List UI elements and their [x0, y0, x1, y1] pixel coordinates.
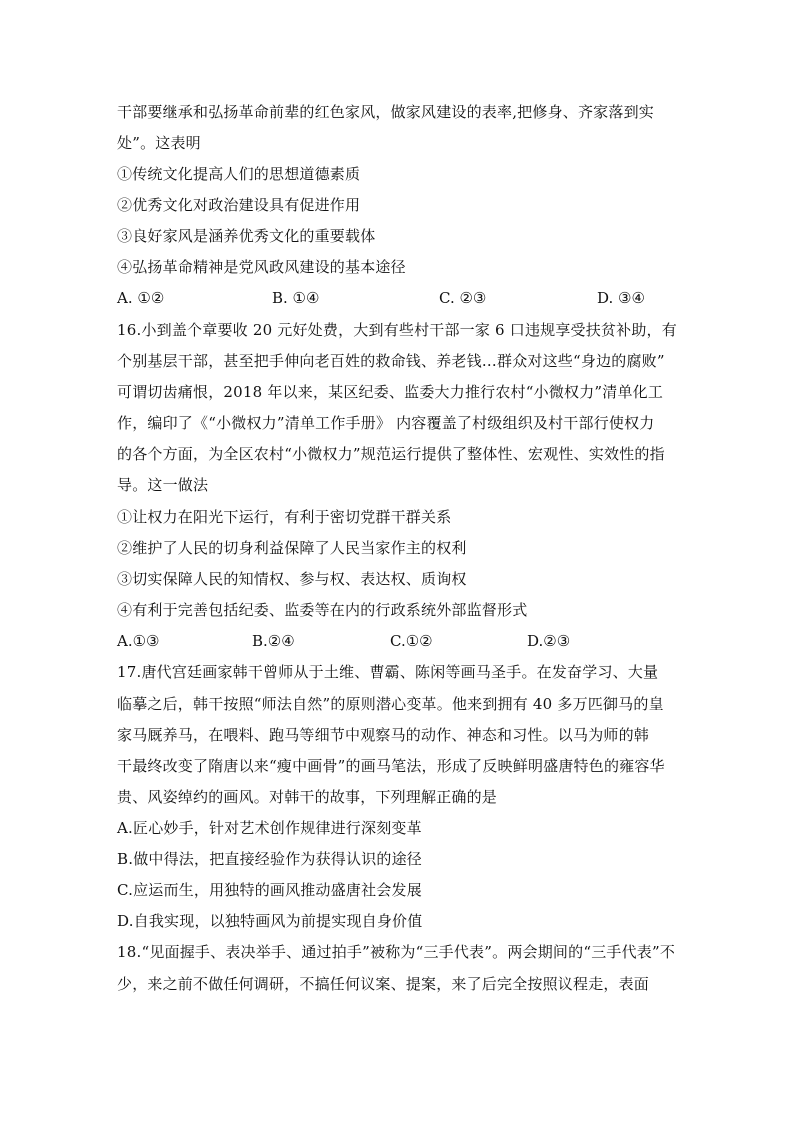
q16-stem-line-1: 16.小到盖个章要收 20 元好处费，大到有些村干部一家 6 口违规享受扶贫补助，有	[117, 321, 677, 339]
q17-choice-c: C.应运而生，用独特的画风推动盛唐社会发展	[117, 881, 422, 899]
q15-option-a: A. ①②	[117, 289, 165, 307]
q16-options	[117, 631, 689, 651]
q15-option-d: D. ③④	[597, 289, 645, 307]
q15-item-1: ①传统文化提高人们的思想道德素质	[117, 165, 361, 183]
q16-item-4: ④有利于完善包括纪委、监委等在内的行政系统外部监督形式	[117, 601, 528, 619]
q16-option-b: B.②④	[252, 632, 295, 650]
q17-stem-line-3: 家马厩养马，在喂料、跑马等细节中观察马的动作、神态和习性。以马为师的韩	[117, 726, 650, 744]
q17-choice-b: B.做中得法，把直接经验作为获得认识的途径	[117, 850, 422, 868]
q17-choice-a: A.匠心妙手，针对艺术创作规律进行深刻变革	[117, 819, 422, 837]
q15-item-3: ③良好家风是涵养优秀文化的重要载体	[117, 227, 376, 245]
q18-stem-line-2: 少，来之前不做任何调研，不搞任何议案、提案，来了后完全按照议程走，表面	[117, 975, 650, 993]
q15-option-b: B. ①④	[272, 289, 320, 307]
q16-item-2: ②维护了人民的切身利益保障了人民当家作主的权利	[117, 539, 467, 557]
q16-stem-line-5: 的各个方面，为全区农村“小微权力”规范运行提供了整体性、宏观性、实效性的指	[117, 445, 665, 463]
q16-item-3: ③切实保障人民的知情权、参与权、表达权、质询权	[117, 570, 467, 588]
q17-stem-line-4: 干最终改变了隋唐以来“瘦中画骨”的画马笔法，形成了反映鲜明盛唐特色的雍容华	[117, 757, 665, 775]
q15-option-c: C. ②③	[439, 289, 487, 307]
q16-option-c: C.①②	[390, 632, 433, 650]
q16-stem-line-4: 作，编印了《“小微权力”清单工作手册》 内容覆盖了村级组织及村干部行使权力	[117, 414, 655, 432]
q15-stem-line-1: 干部要继承和弘扬革命前辈的红色家风，做家风建设的表率,把修身、齐家落到实	[117, 103, 654, 121]
q15-item-4: ④弘扬革命精神是党风政风建设的基本途径	[117, 258, 406, 276]
q17-stem-line-5: 贵、风姿绰约的画风。对韩干的故事，下列理解正确的是	[117, 788, 498, 806]
q17-choice-d: D.自我实现，以独特画风为前提实现自身价值	[117, 912, 423, 930]
q16-stem-line-3: 可谓切齿痛恨，2018 年以来，某区纪委、监委大力推行农村“小微权力”清单化工	[117, 383, 664, 401]
q15-options	[117, 288, 689, 308]
q16-option-a: A.①③	[117, 632, 160, 650]
q15-item-2: ②优秀文化对政治建设具有促进作用	[117, 196, 361, 214]
q16-item-1: ①让权力在阳光下运行，有利于密切党群干群关系	[117, 508, 452, 526]
q16-stem-line-6: 导。这一做法	[117, 476, 209, 494]
q16-stem-line-2: 个别基层干部，甚至把手伸向老百姓的救命钱、养老钱…群众对这些“身边的腐败”	[117, 352, 665, 370]
q16-option-d: D.②③	[527, 632, 571, 650]
q18-stem-line-1: 18.“见面握手、表决举手、通过拍手”被称为“三手代表”。两会期间的“三手代表”不	[117, 943, 676, 961]
q17-stem-line-2: 临摹之后，韩干按照“师法自然”的原则潜心变革。他来到拥有 40 多万匹御马的皇	[117, 695, 664, 713]
q15-stem-line-2: 处”。这表明	[117, 134, 201, 152]
q17-stem-line-1: 17.唐代宫廷画家韩干曾师从于土维、曹霸、陈闲等画马圣手。在发奋学习、大量	[117, 663, 659, 681]
